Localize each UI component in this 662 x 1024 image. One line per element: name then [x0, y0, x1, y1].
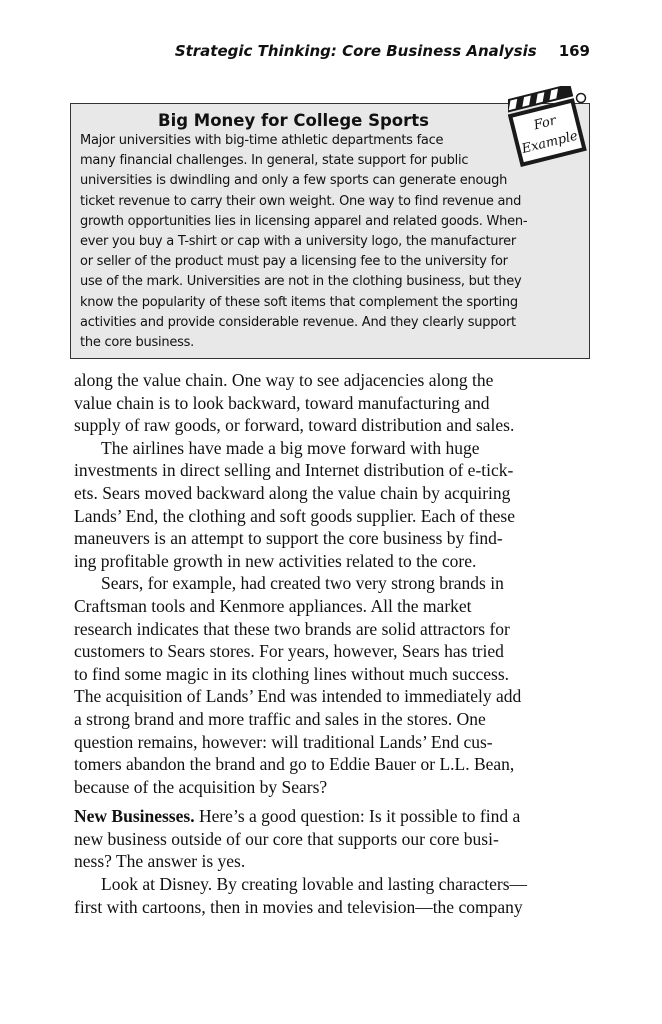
body-line: The acquisition of Lands’ End was intended to immediately add: [74, 686, 522, 707]
body-line: ness? The answer is yes.: [74, 851, 246, 872]
sidebar-title: Big Money for College Sports: [158, 111, 429, 130]
body-line: ets. Sears moved backward along the value chain by acquiring: [74, 482, 511, 503]
for-example-clapperboard-icon: [508, 86, 590, 168]
body-line: Look at Disney. By creating lovable and lasting characters—: [101, 874, 528, 895]
body-line: supply of raw goods, or forward, toward distribution and sales.: [74, 415, 515, 436]
sidebar-line: know the popularity of these soft items that complement the sporting: [80, 294, 518, 310]
sidebar-line: universities is dwindling and only a few sports can generate enough: [80, 173, 508, 189]
sidebar-line: Major universities with big-time athletic departments face: [80, 133, 444, 148]
body-line: ing profitable growth in new activities related to the core.: [74, 550, 477, 571]
badge-text: For: [532, 113, 558, 134]
body-line: question remains, however: will traditional Lands’ End cus-: [74, 731, 493, 752]
body-line: Sears, for example, had created two very strong brands in: [101, 573, 504, 594]
paragraph-disney: [74, 873, 590, 918]
body-line: Craftsman tools and Kenmore appliances. All the market: [74, 595, 472, 616]
body-line: because of the acquisition by Sears?: [74, 776, 328, 797]
body-line: The airlines have made a big move forward with huge: [101, 437, 480, 458]
body-line: Here’s a good question: Is it possible to find a: [194, 806, 521, 827]
sidebar-text: [80, 128, 580, 353]
sidebar-line: growth opportunities lies in licensing apparel and related goods. When-: [80, 213, 528, 229]
paragraph-sears: [74, 572, 590, 798]
body-line: new business outside of our core that supports our core busi-: [74, 828, 499, 849]
body-line: value chain is to look backward, toward manufacturing and: [74, 392, 490, 413]
run-in-heading: New Businesses.: [74, 806, 195, 827]
sidebar-line: use of the mark. Universities are not in the clothing business, but they: [80, 274, 522, 290]
sidebar-line: many financial challenges. In general, state support for public: [80, 153, 469, 169]
running-title: Strategic Thinking: Core Business Analysis: [174, 42, 537, 60]
body-line: Lands’ End, the clothing and soft goods supplier. Each of these: [74, 505, 515, 526]
paragraph-airlines: [74, 437, 590, 573]
body-line: a strong brand and more traffic and sales in the stores. One: [74, 708, 486, 729]
running-head: [74, 42, 590, 60]
sidebar-line: or seller of the product must pay a licensing fee to the university for: [80, 254, 508, 270]
sidebar-line: ticket revenue to carry their own weight. One way to find revenue and: [80, 193, 522, 209]
body-line: customers to Sears stores. For years, however, Sears has tried: [74, 641, 504, 662]
badge-text: Example: [520, 128, 580, 157]
sidebar-line: ever you buy a T-shirt or cap with a university logo, the manufacturer: [80, 234, 516, 250]
body-line: tomers abandon the brand and go to Eddie Bauer or L.L. Bean,: [74, 754, 515, 775]
body-line: to find some magic in its clothing lines without much success.: [74, 663, 510, 684]
body-line: research indicates that these two brands are solid attractors for: [74, 618, 510, 639]
sidebar-line: activities and provide considerable revenue. And they clearly support: [80, 314, 516, 330]
body-line: first with cartoons, then in movies and television—the company: [74, 896, 523, 917]
sidebar-line: the core business.: [80, 335, 195, 351]
body-text: [74, 369, 590, 918]
body-line: investments in direct selling and Internet distribution of e-tick-: [74, 460, 514, 481]
paragraph-value-chain: [74, 369, 590, 437]
page-number: 169: [558, 42, 590, 60]
paragraph-new-businesses: [74, 805, 590, 873]
body-line: maneuvers is an attempt to support the core business by find-: [74, 528, 503, 549]
body-line: along the value chain. One way to see adjacencies along the: [74, 370, 494, 390]
